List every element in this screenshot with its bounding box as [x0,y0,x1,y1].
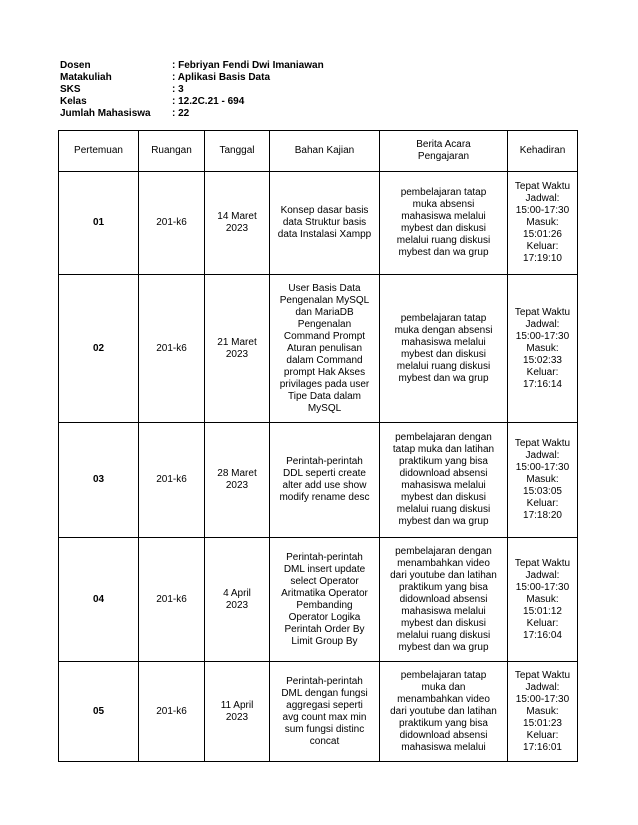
cell-berita-acara: pembelajaran dengan menambahkan video dari youtube dan latihan praktikum yang bisa didownload absensi mahasiswa melalui mybest dan diskusi melalui ruang diskusi mybest dan wa grup [380,538,508,662]
cell-tanggal: 14 Maret 2023 [205,172,270,275]
cell-berita-acara: pembelajaran tatap muka dengan absensi mahasiswa melalui mybest dan diskusi melalui ruang diskusi mybest dan wa grup [380,275,508,423]
header-ruangan: Ruangan [139,131,205,172]
cell-kehadiran: Tepat Waktu Jadwal: 15:00-17:30 Masuk: 15:02:33 Keluar: 17:16:14 [508,275,578,423]
table-row [59,172,578,275]
header-berita-acara: Berita Acara Pengajaran [380,131,508,172]
cell-kehadiran: Tepat Waktu Jadwal: 15:00-17:30 Masuk: 15:03:05 Keluar: 17:18:20 [508,423,578,538]
info-value: : Aplikasi Basis Data [172,72,271,83]
cell-bahan-kajian: Perintah-perintah DML insert update select Operator Aritmatika Operator Pembanding Operator Logika Perintah Order By Limit Group By [270,538,380,662]
info-key: Dosen [60,60,91,71]
info-key: Jumlah Mahasiswa [60,108,151,119]
cell-pertemuan: 03 [59,423,139,538]
cell-ruangan: 201-k6 [139,172,205,275]
cell-berita-acara: pembelajaran dengan tatap muka dan latihan praktikum yang bisa didownload absensi mahasiswa melalui mybest dan diskusi melalui ruang diskusi mybest dan wa grup [380,423,508,538]
info-value: : Febriyan Fendi Dwi Imaniawan [172,60,324,71]
info-row-matakuliah [60,72,324,84]
table-row [59,275,578,423]
cell-tanggal: 11 April 2023 [205,662,270,762]
table-row [59,538,578,662]
info-value: : 12.2C.21 - 694 [172,96,245,107]
cell-bahan-kajian: User Basis Data Pengenalan MySQL dan MariaDB Pengenalan Command Prompt Aturan penulisan dalam Command prompt Hak Akses privilages pada user Tipe Data dalam MySQL [270,275,380,423]
info-row-kelas [60,96,324,108]
cell-kehadiran: Tepat Waktu Jadwal: 15:00-17:30 Masuk: 15:01:23 Keluar: 17:16:01 [508,662,578,762]
cell-pertemuan: 04 [59,538,139,662]
cell-bahan-kajian: Perintah-perintah DDL seperti create alter add use show modify rename desc [270,423,380,538]
cell-tanggal: 21 Maret 2023 [205,275,270,423]
cell-tanggal: 4 April 2023 [205,538,270,662]
table-header-row [59,131,578,172]
table-row [59,662,578,762]
info-key: Matakuliah [60,72,112,83]
cell-bahan-kajian: Perintah-perintah DML dengan fungsi aggregasi seperti avg count max min sum fungsi distinc concat [270,662,380,762]
cell-berita-acara: pembelajaran tatap muka dan menambahkan video dari youtube dan latihan praktikum yang bisa didownload absensi mahasiswa melalui [380,662,508,762]
cell-tanggal: 28 Maret 2023 [205,423,270,538]
teaching-journal-table [58,130,578,762]
cell-bahan-kajian: Konsep dasar basis data Struktur basis data Instalasi Xampp [270,172,380,275]
info-row-jumlah-mahasiswa [60,108,324,120]
cell-kehadiran: Tepat Waktu Jadwal: 15:00-17:30 Masuk: 15:01:12 Keluar: 17:16:04 [508,538,578,662]
cell-berita-acara: pembelajaran tatap muka absensi mahasiswa melalui mybest dan diskusi melalui ruang diskusi mybest dan wa grup [380,172,508,275]
info-key: Kelas [60,96,87,107]
header-tanggal: Tanggal [205,131,270,172]
info-value: : 22 [172,108,190,119]
info-key: SKS [60,84,81,95]
header-bahan-kajian: Bahan Kajian [270,131,380,172]
info-row-sks [60,84,324,96]
cell-pertemuan: 01 [59,172,139,275]
course-info [60,60,324,120]
cell-pertemuan: 02 [59,275,139,423]
cell-ruangan: 201-k6 [139,423,205,538]
cell-ruangan: 201-k6 [139,538,205,662]
info-value: : 3 [172,84,184,95]
info-row-dosen [60,60,324,72]
cell-kehadiran: Tepat Waktu Jadwal: 15:00-17:30 Masuk: 15:01:26 Keluar: 17:19:10 [508,172,578,275]
header-kehadiran: Kehadiran [508,131,578,172]
table-row [59,423,578,538]
header-pertemuan: Pertemuan [59,131,139,172]
cell-ruangan: 201-k6 [139,275,205,423]
cell-pertemuan: 05 [59,662,139,762]
cell-ruangan: 201-k6 [139,662,205,762]
